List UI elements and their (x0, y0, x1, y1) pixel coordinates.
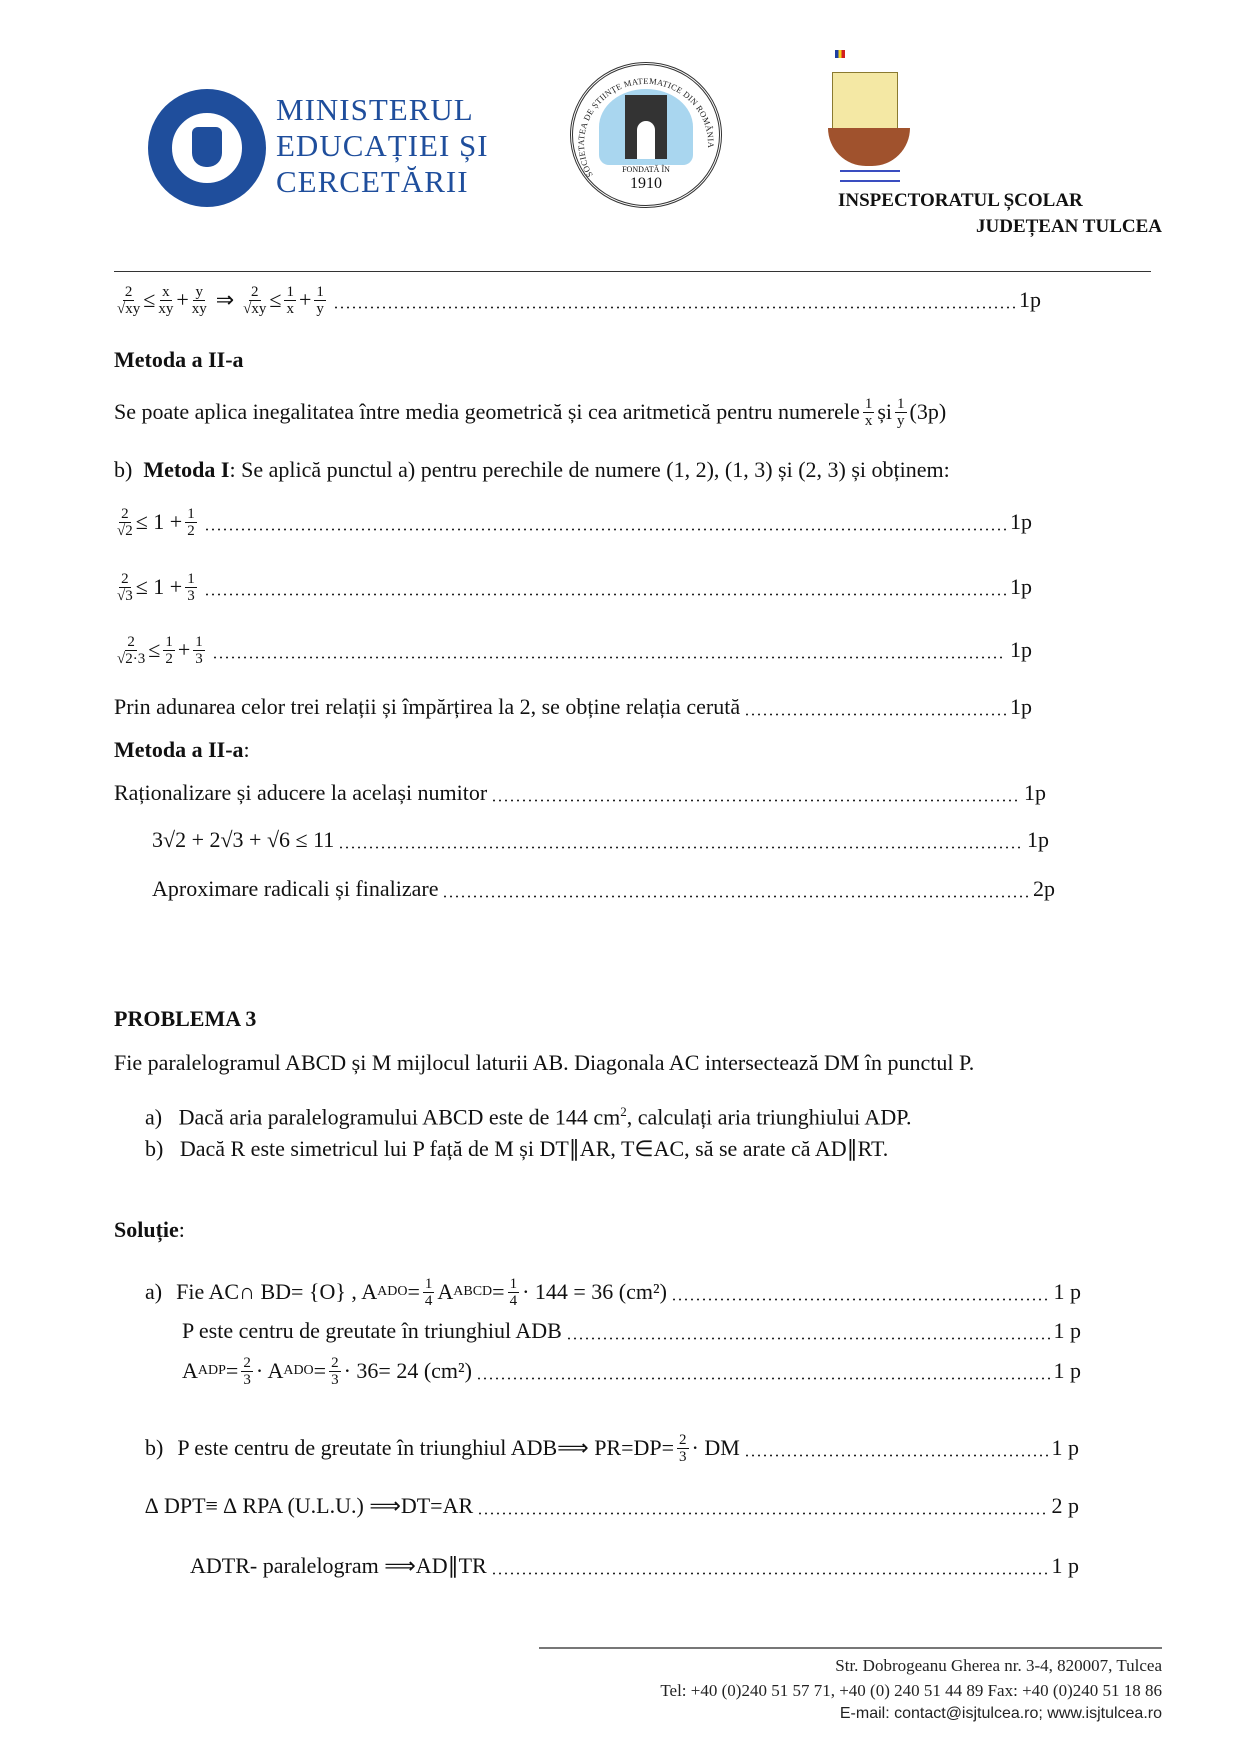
dot-leader (744, 713, 1006, 716)
text-fragment: xy (158, 300, 174, 317)
solution-b-3 (190, 1546, 1079, 1586)
fraction (192, 284, 207, 317)
text-fragment: Soluție (114, 1217, 179, 1242)
text-fragment: : (178, 1217, 185, 1242)
text-fragment: ADO (377, 1284, 408, 1299)
solution-a-2 (182, 1311, 1081, 1351)
text-fragment: 1 p (1051, 1435, 1079, 1460)
text-fragment (576, 76, 716, 179)
text-fragment: ADP (197, 1363, 226, 1378)
dot-leader (744, 1454, 1048, 1457)
text-fragment: √xy (243, 300, 267, 317)
text-fragment: 1 (897, 395, 905, 412)
text-fragment: 2 (251, 283, 259, 300)
radical-inequality-line (152, 820, 1049, 860)
text-fragment: 1p (1010, 509, 1032, 534)
text-fragment: b) (145, 1435, 164, 1460)
text-fragment: b) (114, 457, 133, 482)
text-fragment: = (313, 1358, 327, 1383)
text-fragment: 1 p (1051, 1553, 1079, 1578)
method-2-heading: Metoda a II-a (114, 347, 244, 372)
text-fragment: 2 (121, 505, 129, 522)
text-fragment: 2 (124, 283, 133, 300)
text-fragment: P este centru de greutate în triunghiul ADB⟹ PR=DP= (177, 1435, 675, 1460)
ssm-year: 1910 (630, 175, 662, 192)
dot-leader (476, 1377, 1050, 1380)
fraction (329, 1355, 341, 1388)
text-fragment: = (225, 1358, 239, 1383)
text-fragment: x (162, 283, 170, 300)
text-fragment: 1p (1027, 827, 1049, 852)
dot-leader (204, 528, 1006, 531)
dot-leader (671, 1298, 1050, 1301)
text-fragment: Dacă R este simetricul lui P față de M și DT∥AR, T∈AC, să se arate că AD∥RT. (179, 1136, 889, 1161)
text-fragment: : (243, 737, 250, 762)
text-fragment: 1p (1010, 574, 1032, 599)
text-fragment (828, 128, 910, 166)
dot-leader (338, 846, 1023, 849)
text-fragment: 3 (331, 1371, 339, 1388)
isj-title-2: JUDEȚEAN TULCEA (976, 216, 1162, 237)
text-fragment: x (864, 412, 873, 429)
dot-leader (491, 1572, 1048, 1575)
text-fragment: 1 p (1053, 1318, 1081, 1343)
text-fragment: + (177, 637, 191, 662)
footer-address: Str. Dobrogeanu Gherea nr. 3-4, 820007, Tulcea (835, 1656, 1162, 1675)
text-fragment: 2 (331, 1354, 339, 1371)
fraction (117, 634, 145, 667)
text-fragment: 2 (127, 633, 135, 650)
text-fragment: Fie AC∩ BD= {O} , A (176, 1279, 378, 1304)
text-fragment: √3 (117, 587, 133, 604)
fraction (158, 284, 173, 317)
text-fragment: 1 (187, 570, 195, 587)
relation-3 (114, 630, 1032, 670)
text-fragment: b) (145, 1136, 164, 1161)
text-fragment: ≤ 1 + (135, 574, 183, 599)
dot-leader (333, 306, 1015, 309)
text-fragment: · DM (691, 1435, 740, 1460)
text-fragment: ≤ (143, 287, 156, 312)
text-fragment: 2 p (1051, 1493, 1079, 1518)
relation-2 (114, 567, 1032, 607)
ssm-seal-logo (570, 62, 722, 208)
text-fragment: A (437, 1279, 454, 1304)
text-fragment: 2 (679, 1431, 687, 1448)
eagle-icon (192, 127, 222, 167)
text-fragment: + (176, 287, 189, 312)
text-fragment: Metoda I (143, 457, 230, 482)
text-fragment: ADTR- paralelogram ⟹AD∥TR (190, 1553, 487, 1578)
text-fragment: 1 (864, 395, 873, 412)
relation-1 (114, 502, 1032, 542)
points: 1p (1019, 287, 1041, 312)
footer-divider (539, 1647, 1162, 1649)
text-fragment: ≤ (269, 287, 282, 312)
text-fragment: · 144 = 36 (cm²) (522, 1279, 667, 1304)
fraction (508, 1276, 520, 1309)
dot-leader (204, 593, 1006, 596)
text-fragment: y (195, 283, 203, 300)
solution-b-1 (145, 1428, 1079, 1468)
text-fragment: 3 (187, 587, 195, 604)
text-fragment: = (492, 1279, 505, 1304)
solution-a-1 (145, 1272, 1081, 1312)
text-fragment: √2 (117, 522, 133, 539)
text-fragment: ABCD (453, 1284, 493, 1299)
text-fragment: 2 (165, 650, 173, 667)
text-fragment (835, 50, 845, 58)
text-fragment: ⇒ (215, 287, 235, 312)
text-fragment: 1 (286, 283, 294, 300)
text-fragment: , calculați aria triunghiului ADP. (626, 1104, 912, 1130)
part-b-intro (114, 457, 950, 483)
text-fragment: y (897, 412, 905, 429)
text-fragment: √2·3 (117, 650, 146, 667)
text-fragment: 2 (121, 570, 129, 587)
text-fragment: 1 (424, 1275, 433, 1292)
text-fragment: 1p (1010, 637, 1032, 662)
text-fragment: 3√2 + 2√3 + √6 ≤ 11 (152, 827, 335, 852)
text-fragment: ADO (283, 1363, 314, 1378)
text-fragment: Metoda a II-a (114, 737, 244, 762)
text-fragment: 1p (1024, 780, 1046, 805)
fraction (284, 284, 296, 317)
ssm-founded: FONDATĂ ÎN (622, 165, 670, 174)
dot-leader (566, 1337, 1050, 1340)
text-fragment: 1 p (1053, 1279, 1081, 1304)
text-fragment: a) (145, 1104, 163, 1130)
text-fragment: Se poate aplica inegalitatea între media geometrică și cea aritmetică pentru numerele (114, 399, 860, 424)
ministry-title (276, 92, 489, 200)
text-fragment: · A (255, 1358, 284, 1383)
header-divider (114, 271, 1151, 272)
text-fragment: P este centru de greutate în triunghiul ADB (182, 1318, 562, 1343)
ministry-line-1: MINISTERUL (276, 92, 474, 127)
text-fragment: 4 (424, 1292, 433, 1309)
method-2-text (114, 392, 1181, 432)
inequality-line-1 (114, 280, 1041, 320)
text-fragment: ≤ 1 + (135, 509, 183, 534)
isj-title-1: INSPECTORATUL ȘCOLAR (838, 190, 1083, 211)
method-2b-heading (114, 737, 250, 763)
footer-email: E-mail: contact@isjtulcea.ro; www.isjtulcea.ro (839, 1705, 1162, 1722)
text-fragment: · 36= 24 (cm²) (343, 1358, 472, 1383)
fraction (895, 396, 907, 429)
text-fragment: 1 (316, 283, 324, 300)
text-fragment: 1 (165, 633, 173, 650)
text-fragment: și (877, 399, 892, 424)
problem-3-statement: Fie paralelogramul ABCD și M mijlocul laturii AB. Diagonala AC intersectează DM în punctul P. (114, 1050, 975, 1075)
text-fragment: x (286, 300, 294, 317)
text-fragment: 3 (679, 1448, 687, 1465)
text-fragment: + (298, 287, 312, 312)
text-fragment: : Se aplică punctul a) pentru perechile de numere (1, 2), (1, 3) și (2, 3) și obținem: (229, 457, 950, 482)
text-fragment: Aproximare radicali și finalizare (152, 876, 439, 901)
ministry-line-2: EDUCAȚIEI ȘI (276, 128, 489, 163)
rationalization-line (114, 773, 1046, 813)
text-fragment: y (316, 300, 324, 317)
fraction (677, 1432, 689, 1465)
fraction (243, 284, 266, 317)
text-fragment: xy (191, 300, 207, 317)
solution-b-2 (145, 1486, 1079, 1526)
footer-phone: Tel: +40 (0)240 51 57 71, +40 (0) 240 51 44 89 Fax: +40 (0)240 51 18 86 (660, 1681, 1162, 1700)
dot-leader (477, 1512, 1047, 1515)
dot-leader (491, 799, 1020, 802)
text-fragment: 4 (509, 1292, 518, 1309)
fraction (117, 506, 133, 539)
fraction (163, 634, 175, 667)
text-fragment: 1 p (1053, 1358, 1081, 1383)
text-fragment: A (182, 1358, 198, 1383)
government-emblem-logo (148, 89, 266, 207)
solution-a-3 (182, 1351, 1081, 1391)
fraction (185, 571, 197, 604)
solution-heading (114, 1217, 185, 1243)
text-fragment: (3p) (909, 399, 947, 424)
text-fragment: = (407, 1279, 420, 1304)
text-fragment: Dacă aria paralelogramului ABCD este de 144 cm (178, 1104, 621, 1130)
text-fragment: ∆ DPT≡ ∆ RPA (U.L.U.) ⟹DT=AR (145, 1493, 474, 1518)
fraction (117, 571, 133, 604)
fraction (185, 506, 197, 539)
text-fragment: 1 (187, 505, 195, 522)
text-fragment: Raționalizare și aducere la același numitor (114, 780, 488, 805)
fraction (423, 1276, 435, 1309)
text-fragment: a) (145, 1279, 163, 1304)
text-fragment: 2p (1033, 876, 1055, 901)
text-fragment: √xy (117, 300, 141, 317)
text-fragment: 2 (243, 1354, 251, 1371)
text-fragment: 3 (195, 650, 203, 667)
text-fragment: Prin adunarea celor trei relații și împărțirea la 2, se obține relația cerută (114, 694, 741, 719)
ssm-society-name: SOCIETATEA DE ȘTIINȚE MATEMATICE DIN ROMÂNIA (575, 75, 717, 180)
problem-3-part-b (145, 1136, 888, 1162)
text-fragment: ≤ (148, 637, 161, 662)
text-fragment: 2 (620, 1104, 627, 1119)
summation-line (114, 687, 1032, 727)
text-fragment: 2 (187, 522, 195, 539)
dot-leader (442, 895, 1029, 898)
fraction (117, 284, 140, 317)
text-fragment: 1 (509, 1275, 518, 1292)
problem-3-heading: PROBLEMA 3 (114, 1006, 257, 1031)
fraction (863, 396, 875, 429)
problem-3-part-a (145, 1104, 912, 1130)
dot-leader (212, 656, 1006, 659)
approximation-line (152, 869, 1055, 909)
text-fragment: 3 (243, 1371, 251, 1388)
text-fragment: 1 (195, 633, 203, 650)
text-fragment: 1p (1010, 694, 1032, 719)
ministry-line-3: CERCETĂRII (276, 164, 469, 199)
text-fragment (840, 170, 900, 182)
fraction (241, 1355, 253, 1388)
fraction (314, 284, 326, 317)
isj-boat-logo (820, 50, 910, 185)
fraction (193, 634, 205, 667)
